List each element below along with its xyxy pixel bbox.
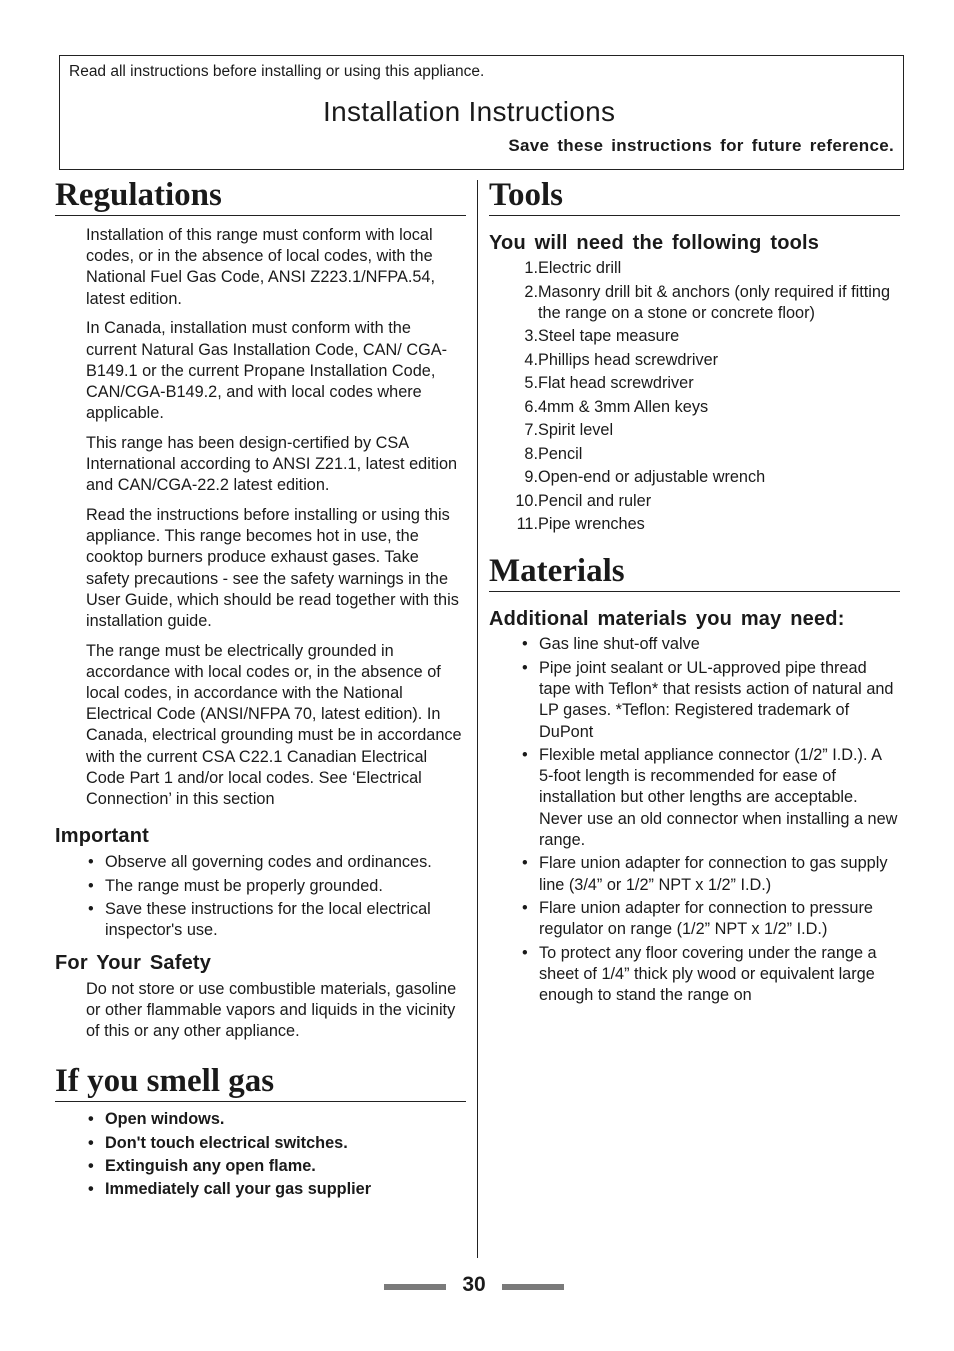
item-text: Steel tape measure [538, 327, 680, 346]
list-item: • Flexible metal appliance connector (1/2” I.D.). A 5-foot length is recommended for ease of installation but other lengths are acceptable. Never use an old connector when installing a new range. [489, 745, 900, 851]
regulations-paragraph: Installation of this range must conform with local codes, or in the absence of local codes, with the National Fuel Gas Code, ANSI Z223.1/NFPA.54, latest edition. [86, 226, 436, 308]
item-number: 6. [524, 397, 538, 416]
regulations-title: Regulations [55, 175, 466, 216]
list-item [489, 467, 900, 488]
item-number: 2. [524, 282, 538, 301]
item-number: 7. [524, 421, 538, 440]
item-text: Spirit level [538, 421, 614, 440]
gas-title: If you smell gas [55, 1061, 466, 1102]
item-number: 9. [524, 468, 538, 487]
regulations-paragraph: Read the instructions before installing or using this appliance. This range becomes hot in use, the cooktop burners produce exhaust gases. Take safety precautions - see the safety warnings in the User Guide, which should be read together with this installation guide. [86, 505, 459, 630]
regulations-paragraph: This range has been design-certified by CSA International according to ANSI Z21.1, latest edition and CAN/CGA-22.2 latest edition. [86, 433, 458, 495]
page-title: Installation Instructions [323, 96, 616, 127]
item-text: Pipe wrenches [538, 515, 645, 534]
list-item [489, 491, 900, 512]
gas-list [55, 1108, 466, 1201]
materials-title: Materials [489, 551, 900, 592]
list-item [489, 282, 900, 324]
item-text: Electric drill [538, 259, 622, 277]
materials-list [489, 634, 900, 1006]
item-number: 10. [515, 491, 538, 510]
item-number: 8. [524, 444, 538, 463]
item-number: 5. [524, 374, 538, 393]
safety-text: Do not store or use combustible materials, gasoline or other flammable vapors and liquids in the vicinity of this or any other appliance. [86, 979, 457, 1041]
important-list [55, 852, 466, 941]
item-text: Open-end or adjustable wrench [538, 468, 766, 487]
list-item: • Immediately call your gas supplier [55, 1178, 466, 1201]
right-column [489, 175, 900, 1006]
list-item: • Flare union adapter for connection to gas supply line (3/4” or 1/2” NPT x 1/2” I.D.) [489, 853, 900, 895]
list-item [489, 420, 900, 441]
item-number: 3. [524, 327, 538, 346]
footer-bar-right [502, 1284, 564, 1290]
list-item: • Gas line shut-off valve [489, 634, 900, 655]
list-item: • Don't touch electrical switches. [55, 1132, 466, 1155]
page-footer [384, 1273, 564, 1299]
important-heading: Important [55, 825, 150, 848]
materials-subheading: Additional materials you may need: [489, 608, 845, 631]
list-item: • Observe all governing codes and ordinances. [55, 852, 466, 873]
tools-subheading: You will need the following tools [489, 232, 820, 254]
item-number: 4. [524, 350, 538, 369]
item-text: Flat head screwdriver [538, 374, 694, 393]
header-note: Read all instructions before installing or using this appliance. [69, 63, 485, 80]
item-text: Masonry drill bit & anchors (only required if fitting the range on a stone or concrete floor) [538, 282, 891, 322]
list-item: • Save these instructions for the local electrical inspector's use. [55, 899, 466, 941]
item-text: Phillips head screwdriver [538, 350, 719, 369]
list-item: • To protect any floor covering under the range a sheet of 1/4” thick ply wood or equivalent large enough to stand the range on [489, 943, 900, 1007]
list-item [489, 350, 900, 371]
save-notice: Save these instructions for future reference. [508, 136, 894, 155]
list-item: • Extinguish any open flame. [55, 1155, 466, 1178]
item-text: 4mm & 3mm Allen keys [538, 397, 709, 416]
list-item: • Open windows. [55, 1108, 466, 1131]
regulations-paragraph: In Canada, installation must conform with the current Natural Gas Installation Code, CAN/ CGA-B149.1 or the current Propane Installation Code, CAN/CGA-B149.2, and with local codes where applicable. [86, 319, 448, 423]
tools-title: Tools [489, 175, 900, 216]
regulations-paragraph: The range must be electrically grounded in accordance with local codes or, in the absence of local codes, in accordance with the National Electrical Code (ANSI/NFPA 70, latest edition). In Canada, electrical grounding must be in accordance with the current CSA C22.1 Canadian Electrical Code Part 1 and/or local codes. See ‘Electrical Connection’ in this section [86, 641, 462, 809]
list-item [489, 514, 900, 535]
item-text: Pencil and ruler [538, 491, 652, 510]
list-item [489, 258, 900, 279]
list-item: • The range must be properly grounded. [55, 876, 466, 897]
header-box [59, 55, 904, 170]
safety-heading: For Your Safety [55, 951, 212, 974]
item-number: 1. [524, 259, 538, 277]
list-item [489, 397, 900, 418]
list-item [489, 373, 900, 394]
page-number: 30 [462, 1273, 486, 1296]
item-number: 11. [516, 515, 538, 534]
list-item: • Pipe joint sealant or UL-approved pipe thread tape with Teflon* that resists action of natural and LP gases. *Teflon: Registered trademark of DuPont [489, 658, 900, 743]
column-divider [477, 180, 478, 1258]
list-item [489, 326, 900, 347]
tools-list [489, 258, 900, 535]
list-item [489, 444, 900, 465]
item-text: Pencil [538, 444, 583, 463]
left-column [55, 175, 466, 1201]
list-item: • Flare union adapter for connection to pressure regulator on range (1/2” NPT x 1/2” I.D.) [489, 898, 900, 940]
